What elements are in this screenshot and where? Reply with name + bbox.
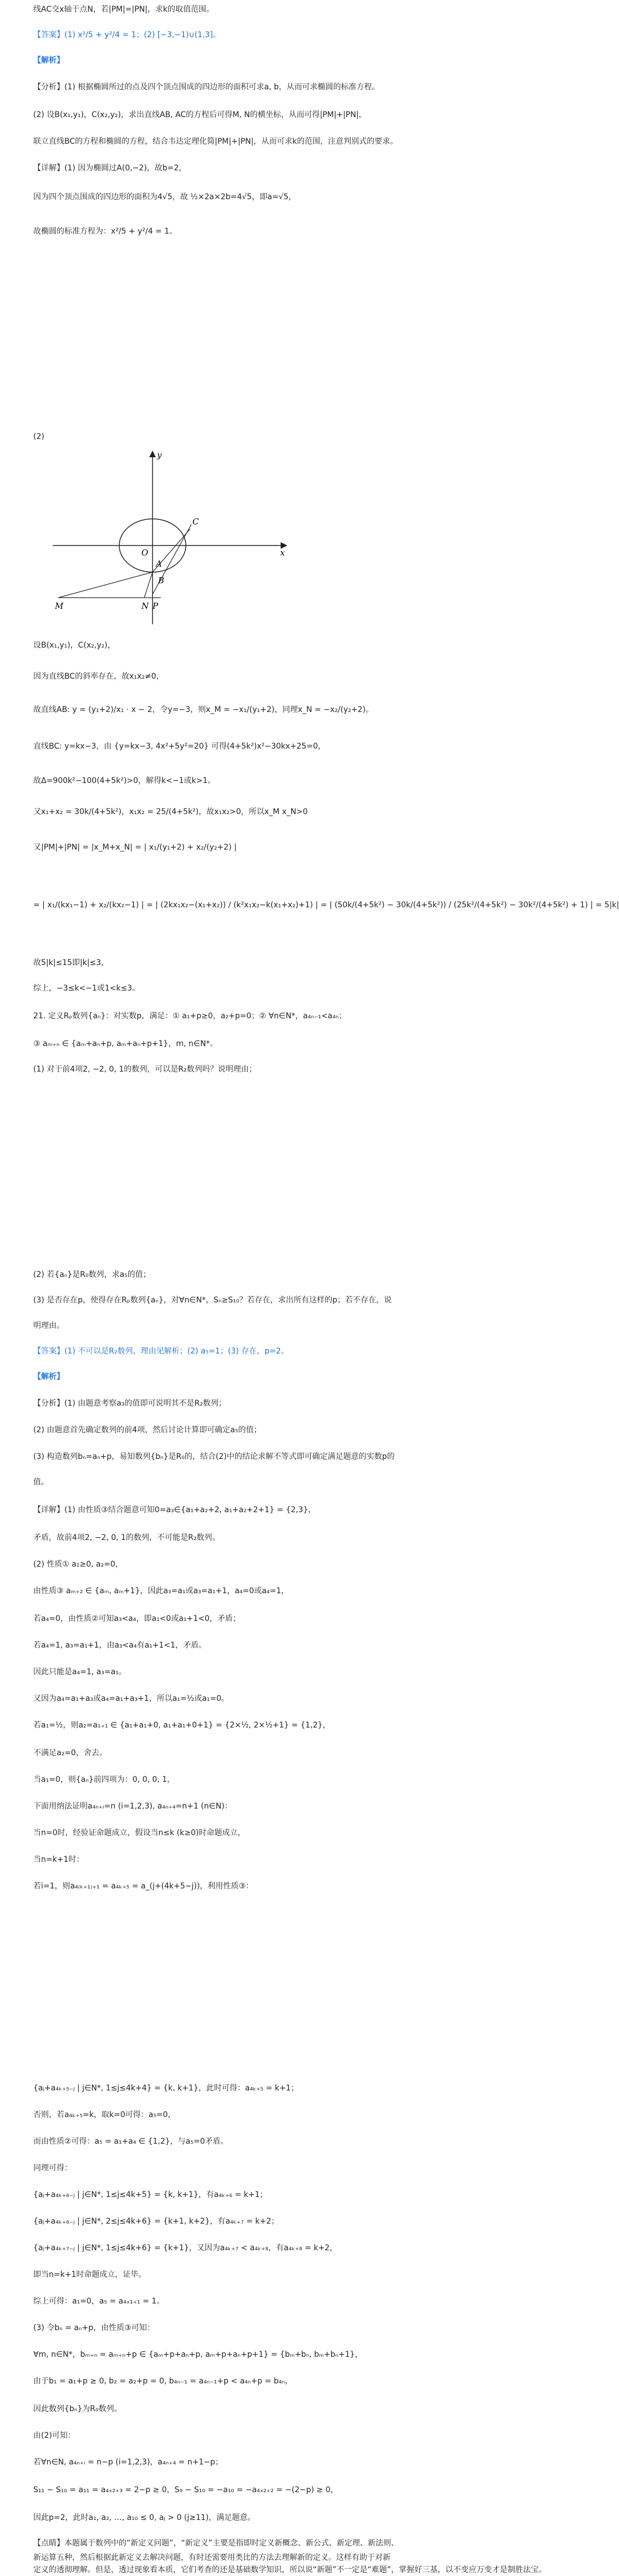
line-an [144,572,153,598]
label-n: N [141,601,149,611]
text-line: 明理由。 [33,1321,64,1330]
text-line: 故椭圆的标准方程为：x²/5 + y²/4 = 1。 [33,227,177,236]
text-line: S₁₁ − S₁₀ = a₁₁ = a₄ₓ₂₊₃ = 2−p ≥ 0，S₉ − S₁₀ = −a₁₀ = −a₄ₓ₂₊₂ = −(2−p) ≥ 0， [33,2486,338,2494]
text-line: {aⱼ+a₄ₖ₊₇₋ⱼ | j∈N*, 1≤j≤4k+6} = {k+1}，又因为a₄ₖ₊₇ < a₄ₖ₊₈，有a₄ₖ₊₈ = k+2， [33,2244,338,2252]
ellipse-diagram [53,447,319,630]
text-line: 不满足a₂=0，舍去。 [33,1749,107,1757]
text-line: 定义的透彻理解。但是，透过现象看本质，它们考查的还是基础数学知识，所以说“新题”不一定是“难题”，掌握好三基，以不变应万变才是制胜法宝。 [33,2565,547,2574]
label-a: A [156,559,162,569]
text-line: {aⱼ+a₄ₖ₊₆₋ⱼ | j∈N*, 1≤j≤4k+5} = {k, k+1}，有a₄ₖ₊₆ = k+1； [33,2190,268,2199]
text-line: 当n=0时，经验证命题成立，假设当n≤k (k≥0)时命题成立， [33,1829,246,1837]
text-line: 综上可得：a₁=0，a₅ = a₄ₓ₁₊₁ = 1。 [33,2297,165,2306]
text-line: (2) 由题意首先确定数列的前4项，然后讨论计算即可确定a₅的值； [33,1426,262,1435]
text-line: {aⱼ+a₄ₖ₊₆₋ⱼ | j∈N*, 2≤j≤4k+6} = {k+1, k+2}，有a₄ₖ₊₇ = k+2； [33,2217,279,2226]
text-line: (1) 对于前4项2, −2, 0, 1的数列，可以是R₂数列吗？说明理由； [33,1065,257,1074]
label-c: C [192,517,199,527]
text-line: 线AC交x轴于点N，若|PM|=|PN|，求k的取值范围。 [33,5,215,14]
text-line: 【分析】(1) 由题意考察a₃的值即可说明其不是R₂数列； [33,1399,226,1408]
text-line: 故5|k|≤15即|k|≤3， [33,958,109,967]
text-line: 当n=k+1时： [33,1855,84,1864]
text-line: 【解析】 [33,56,64,65]
text-line: 矛盾，故前4项2, −2, 0, 1的数列，不可能是R₂数列。 [33,1533,220,1542]
text-line: 设B(x₁,y₁)，C(x₂,y₂)， [33,641,115,650]
text-line: 因此只能是a₄=1, a₃=a₁。 [33,1668,126,1676]
text-line: ∀m, n∈N*，bₘ₊ₙ = aₘ₊ₙ+p ∈ {aₘ+p+aₙ+p, aₘ+p+aₙ+p+1} = {bₘ+bₙ, bₘ+bₙ+1}， [33,2350,363,2359]
text-line: 由(2)可知： [33,2431,75,2440]
text-line: 若i=1，则a₄₍ₖ₊₁₎₊₁ = a₄ₖ₊₅ = a_(j+(4k+5−j))，利用性质③： [33,1882,253,1891]
text-line: 由性质③ aₘ₊₂ ∈ {aₘ, aₘ+1}，因此a₃=a₁或a₃=a₁+1，a₄=0或a₄=1， [33,1587,289,1595]
text-line: 若∀n∈N, a₄ₙ₊ᵢ = n−p (i=1,2,3)，a₄ₙ₊₄ = n+1−p； [33,2458,223,2467]
label-x: x [280,548,285,558]
text-line: 【答案】(1) x²/5 + y²/4 = 1；(2) [−3,−1)∪(1,3]。 [33,31,221,39]
text-line: 因此数列{bₙ}为R₀数列。 [33,2405,122,2413]
text-line: 【分析】(1) 根据椭圆所过的点及四个顶点围成的四边形的面积可求a, b，从而可求椭圆的标准方程。 [33,83,380,92]
text-line: 【详解】(1) 由性质③结合题意可知0=a₃∈{a₁+a₂+2, a₁+a₂+2+1} = {2,3}， [33,1506,316,1514]
text-line: 又x₁+x₂ = 30k/(4+5k²)，x₁x₂ = 25/(4+5k²)，故x₁x₂>0，所以x_M x_N>0 [33,807,308,816]
text-line: 若a₄=1, a₃=a₁+1，由a₃<a₄有a₁+1<1，矛盾。 [33,1641,207,1650]
text-line: 【详解】(1) 因为椭圆过A(0,−2)，故b=2， [33,164,187,173]
text-line: 新运算五种，然后根据此新定义去解决问题，有时还需要用类比的方法去理解新的定义。这样有助于对新 [33,2553,390,2562]
text-line: 否则，若a₄ₖ₊₅=k，取k=0可得：a₅=0， [33,2110,176,2119]
text-line: (2) 设B(x₁,y₁)，C(x₂,y₂)，求出直线AB, AC的方程后可得M, N的横坐标，从而可得|PM|+|PN|， [33,110,367,119]
text-line: 联立直线BC的方程和椭圆的方程，结合韦达定理化简|PM|+|PN|，从而可求k的范围，注意判别式的要求。 [33,137,398,146]
text-line: {aⱼ+a₄ₖ₊₅₋ⱼ | j∈N*, 1≤j≤4k+4} = {k, k+1}，此时可得：a₄ₖ₊₅ = k+1； [33,2084,299,2093]
label-y: y [157,450,162,460]
text-line: 而由性质②可得：a₅ = a₁+a₄ ∈ {1,2}，与a₅=0矛盾。 [33,2137,229,2146]
text-line: 因为四个顶点围成的四边形的面积为4√5，故 ½×2a×2b=4√5，即a=√5， [33,193,297,201]
text-line: (2) 若{aₙ}是R₀数列，求a₅的值； [33,1270,151,1279]
line-am [58,572,153,598]
text-line: 【解析】 [33,1372,64,1381]
text-line: 综上，−3≤k<−1或1<k≤3。 [33,984,140,993]
text-line: 21. 定义Rₚ数列{aₙ}：对实数p，满足：① a₁+p≥0，a₂+p=0；② ∀n∈N*，a₄ₙ₋₁<a₄ₙ； [33,1012,347,1021]
text-line: 直线BC: y=kx−3，由 {y=kx−3, 4x²+5y²=20} 可得(4+5k²)x²−30kx+25=0， [33,742,326,751]
text-line: 又因为a₄=a₁+a₃或a₄=a₁+a₃+1，所以a₁=½或a₁=0。 [33,1694,230,1703]
text-line: 值。 [33,1478,49,1487]
text-line: ③ aₘ₊ₙ ∈ {aₘ+aₙ+p, aₘ+aₙ+p+1}，m, n∈N*。 [33,1039,218,1048]
text-line: 若a₁=½，则a₂=a₁₊₁ ∈ {a₁+a₁+0, a₁+a₁+0+1} = {2×½, 2×½+1} = {1,2}， [33,1721,331,1730]
text-line: 【点睛】本题属于数列中的“新定义问题”，“新定义”主要是指即时定义新概念、新公式、新定理、新法则、 [33,2539,399,2548]
text-line: (2) [33,432,44,441]
text-line: 若a₄=0，由性质②可知a₃<a₄，即a₁<0或a₁+1<0，矛盾； [33,1614,241,1623]
text-line: 故Δ=900k²−100(4+5k²)>0，解得k<−1或k>1。 [33,776,216,785]
text-line: (3) 是否存在p，使得存在Rₚ数列{aₙ}，对∀n∈N*，Sₙ≥S₁₀？若存在，求出所有这样的p；若不存在，说 [33,1296,392,1305]
text-line: (2) 性质① a₁≥0, a₂=0， [33,1560,123,1569]
text-line: 故直线AB: y = (y₁+2)/x₁ · x − 2，令y=−3，则x_M = −x₁/(y₁+2)，同理x_N = −x₂/(y₂+2)。 [33,705,374,714]
text-line: 【答案】(1) 不可以是R₂数列，理由见解析；(2) a₅=1；(3) 存在，p=2。 [33,1347,289,1356]
text-line: 下面用纳法证明a₄ₙ₊ᵢ=n (i=1,2,3), a₄ₙ₊₄=n+1 (n∈N)： [33,1802,232,1811]
text-line: 即当n=k+1时命题成立，证毕。 [33,2270,146,2279]
label-o: O [141,548,149,558]
text-line: = | x₁/(kx₁−1) + x₂/(kx₂−1) | = | (2kx₁x₂−(x₁+x₂)) / (k²x₁x₂−k(x₁+x₂)+1) | = | (50k/(4+5k²) − 30k/(4+5k²)) / (25k²/(4+5k²) − 30k²/(4+5k²) + 1) | = 5|k| [33,901,619,910]
text-line: 因此p=2，此时a₁, a₂, …, a₁₀ ≤ 0, aⱼ > 0 (j≥11)，满足题意。 [33,2513,256,2522]
label-m: M [55,601,64,611]
text-line: 由于b₁ = a₁+p ≥ 0, b₂ = a₂+p = 0, b₄ₙ₋₁ = a₄ₙ₋₁+p < a₄ₙ+p = b₄ₙ， [33,2377,293,2386]
text-line: 当a₁=0，则{aₙ}前四项为：0, 0, 0, 1， [33,1775,175,1784]
text-line: 又|PM|+|PN| = |x_M+x_N| = | x₁/(y₁+2) + x₂/(y₂+2) | [33,843,237,852]
label-b: B [158,575,165,585]
text-line: 因为直线BC的斜率存在，故x₁x₂≠0， [33,672,164,681]
label-p: P [153,601,159,611]
text-line: (3) 令bₙ = aₙ+p，由性质③可知： [33,2324,155,2332]
text-line: 同理可得： [33,2164,72,2173]
text-line: (3) 构造数列bₙ=aₙ+p，易知数列{bₙ}是R₀的，结合(2)中的结论求解不等式即可确定满足题意的实数p的 [33,1452,395,1461]
